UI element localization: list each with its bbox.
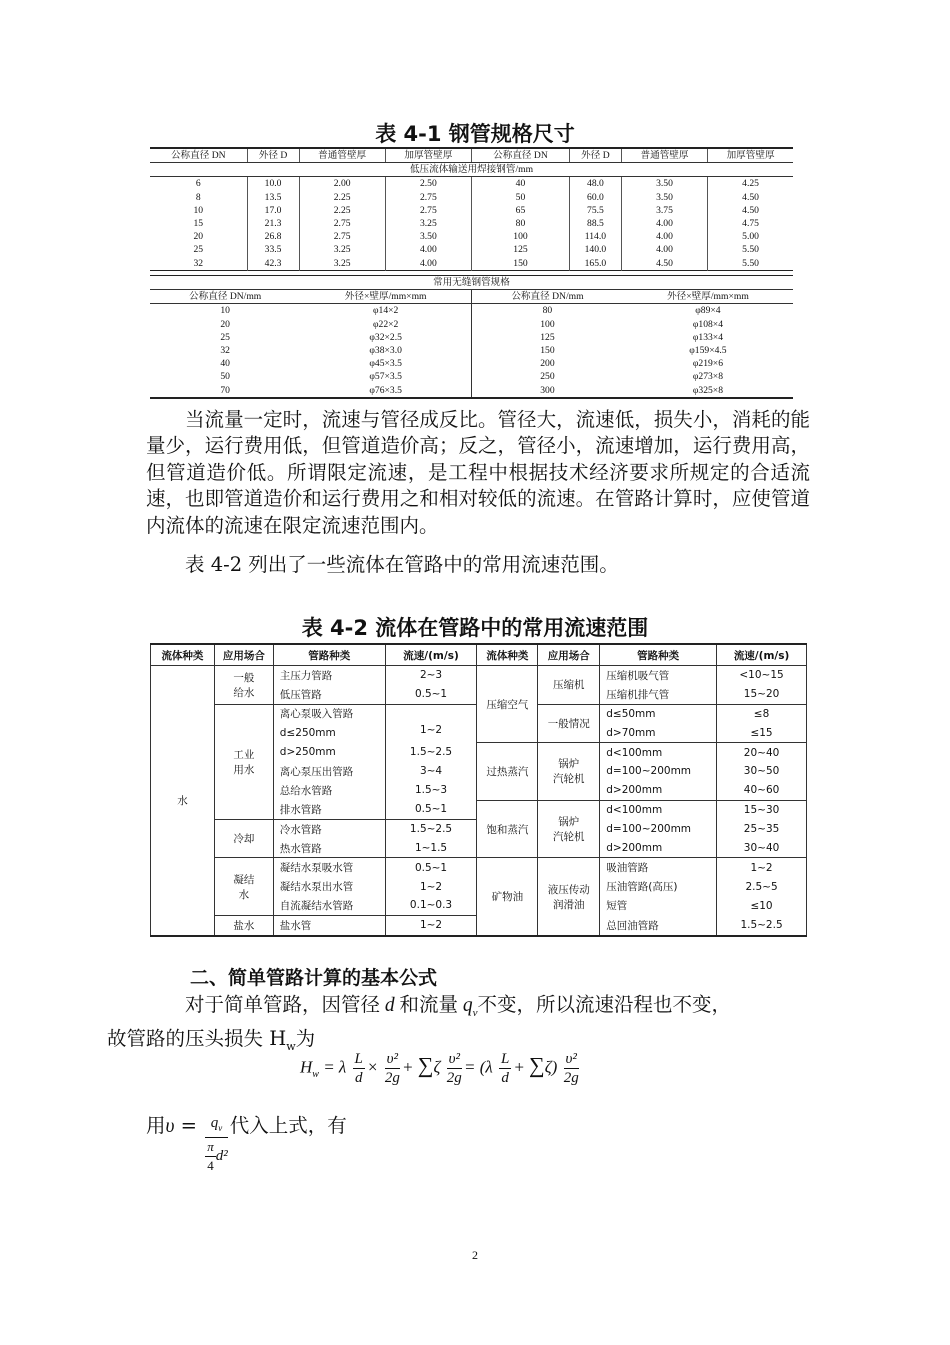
table-row <box>150 230 793 243</box>
table-cell: 4.50 <box>708 191 793 204</box>
table-cell: 40 <box>471 177 569 191</box>
welded-table-caption: 低压流体输送用焊接钢管/mm <box>150 163 793 177</box>
table-row <box>150 257 793 271</box>
pipe-type: 总回油管路 <box>600 915 717 935</box>
column-header: 外径 D <box>569 148 621 163</box>
table-cell: 50 <box>220 371 230 383</box>
table-cell: 3.50 <box>621 191 707 204</box>
table-cell: 88.5 <box>569 217 621 230</box>
flow-speed: 1~2 <box>717 858 807 877</box>
table-cell: 4.50 <box>708 204 793 217</box>
table-cell: 80 <box>471 217 569 230</box>
table-cell: 3.75 <box>621 204 707 217</box>
table-cell: 33.5 <box>247 243 299 256</box>
application-general: 一般 给水 <box>214 666 273 705</box>
column-header: 加厚管壁厚 <box>708 148 793 163</box>
column-header: 外径×壁厚/mm×mm <box>300 290 471 304</box>
table-cell: 150 <box>540 345 555 357</box>
table-cell: 2.75 <box>299 217 385 230</box>
flow-speed: ≤15 <box>717 723 807 742</box>
text-fragment: 故管路的压头损失 H <box>107 1027 287 1051</box>
flow-velocity-table <box>150 643 807 937</box>
page-number: 2 <box>472 1248 478 1262</box>
pipe-type: d>70mm <box>600 723 717 742</box>
table-row <box>151 666 807 685</box>
table-cell: 2.25 <box>299 191 385 204</box>
table-row <box>150 177 793 191</box>
table-row <box>150 304 793 318</box>
pipe-type: 凝结水泵吸水管 <box>273 858 385 877</box>
column-header: 普通管壁厚 <box>299 148 385 163</box>
column-header: 外径 D <box>247 148 299 163</box>
text-line: 故管路的压头损失 $H_w$为 <box>107 1027 316 1054</box>
table-cell: 17.0 <box>247 204 299 217</box>
table-cell: 300 <box>540 384 555 396</box>
flow-speed: ≤10 <box>717 896 807 915</box>
table-cell: φ273×8 <box>692 371 723 383</box>
pipe-type: 盐水管 <box>273 915 385 935</box>
table-cell: 125 <box>471 243 569 256</box>
column-header: 应用场合 <box>538 644 600 666</box>
table-cell: 4.50 <box>621 257 707 271</box>
flow-speed: 3~4 <box>385 762 477 781</box>
table-cell: 3.25 <box>299 257 385 271</box>
pipe-type: 低压管路 <box>273 685 385 704</box>
table-cell: 4.25 <box>708 177 793 191</box>
column-header: 公称直径 DN <box>150 148 247 163</box>
table-cell: 250 <box>540 371 555 383</box>
pipe-type: 主压力管路 <box>273 666 385 685</box>
symbol-d: d <box>380 995 400 1016</box>
application-brine: 盐水 <box>214 915 273 935</box>
application-compressor: 压缩机 <box>538 666 600 705</box>
flow-speed: ≤8 <box>717 704 807 723</box>
table-cell: 125 <box>540 331 555 343</box>
table42-title: 表 4-2 流体在管路中的常用流速范围 <box>301 616 649 640</box>
table-row <box>150 204 793 217</box>
paragraph-velocity: 当流量一定时，流速与管径成反比。管径大，流速低，损失小，消耗的能量少，运行费用低，但管道造价高；反之，管径小，流速增加，运行费用高，但管道造价低。所谓限定流速，是工程中根据技术经济要求所规定的合适流速，也即管道造价和运行费用之和相对较低的流速。在管路计算时，应使管道内流体的流速在限定流速范围内。 <box>146 408 810 537</box>
table41-title: 表 4-1 钢管规格尺寸 <box>375 122 575 146</box>
column-header: 应用场合 <box>214 644 273 666</box>
seamless-steel-pipe-table <box>150 275 793 399</box>
table-cell: 10.0 <box>247 177 299 191</box>
pipe-type: 总给水管路 <box>273 781 385 800</box>
table-cell: φ76×3.5 <box>300 384 471 398</box>
table-cell: 15 <box>193 218 204 230</box>
pipe-type: 短管 <box>600 896 717 915</box>
column-header: 公称直径 DN/mm <box>150 290 300 304</box>
table-row <box>150 331 793 344</box>
column-header: 流体种类 <box>151 644 215 666</box>
flow-speed: 2.5~5 <box>717 877 807 896</box>
pipe-type: 压缩机排气管 <box>600 685 717 704</box>
table-cell: φ45×3.5 <box>300 357 471 370</box>
table-row <box>150 243 793 256</box>
flow-speed: 40~60 <box>717 781 807 800</box>
table-cell: 2.00 <box>299 177 385 191</box>
flow-speed: 1~2 <box>385 915 477 935</box>
table-cell: 4.00 <box>385 243 471 256</box>
flow-speed: <10~15 <box>717 666 807 685</box>
column-header: 外径×壁厚/mm×mm <box>623 290 793 304</box>
table-cell: 200 <box>540 358 555 370</box>
table-cell: 42.3 <box>247 257 299 271</box>
table-cell: 114.0 <box>569 230 621 243</box>
table-row <box>150 344 793 357</box>
table-cell: φ89×4 <box>695 305 721 317</box>
text-fragment: 和流量 <box>399 993 459 1016</box>
table-cell: 3.25 <box>299 243 385 256</box>
table-cell: 3.25 <box>385 217 471 230</box>
table-cell: 165.0 <box>569 257 621 271</box>
welded-steel-pipe-table <box>150 147 793 271</box>
table-cell: 21.3 <box>247 217 299 230</box>
table-cell: φ32×2.5 <box>300 331 471 344</box>
flow-speed: 0.5~1 <box>385 685 477 704</box>
fluid-mineral-oil: 矿物油 <box>477 858 538 936</box>
table-cell: 60.0 <box>569 191 621 204</box>
table-cell: 100 <box>540 318 555 330</box>
table-cell: 20 <box>193 231 204 243</box>
flow-speed: 30~40 <box>717 839 807 858</box>
flow-speed: 0.5~1 <box>385 800 477 819</box>
pipe-type: d>250mm <box>273 743 385 762</box>
table-cell: 70 <box>220 384 230 396</box>
table-cell: 32 <box>193 257 204 269</box>
column-header: 流体种类 <box>477 644 538 666</box>
text-fragment: 为 <box>295 1027 316 1051</box>
flow-speed: 1~2 <box>385 704 477 743</box>
application-hydraulic: 液压传动 润滑油 <box>538 858 600 936</box>
table-cell: 100 <box>471 230 569 243</box>
table-cell: 2.75 <box>385 191 471 204</box>
table-cell: φ159×4.5 <box>689 345 727 357</box>
table-cell: 4.00 <box>385 257 471 271</box>
head-loss-formula: $H_w = \lambda$ $\frac{L}{d}$ × $\frac{\text{υ²}}{2g}$ + ∑ζ $\frac{\text{υ²}}{2g}$ = (λ $\frac{L}{d}$ + ∑ζ) $\frac{\text{υ²}}{2g}$ <box>300 1051 579 1086</box>
table-cell: φ22×2 <box>300 318 471 331</box>
flow-speed: 1.5~2.5 <box>717 915 807 935</box>
table-cell: 3.50 <box>621 177 707 191</box>
text-fragment: 代入上式，有 <box>229 1114 347 1137</box>
pipe-type: 离心泵压出管路 <box>273 762 385 781</box>
column-header: 流速/(m/s) <box>385 644 477 666</box>
table-cell: φ14×2 <box>300 304 471 318</box>
flow-speed: 1~1.5 <box>385 839 477 858</box>
pipe-type: 压油管路(高压) <box>600 877 717 896</box>
pipe-type: d≤50mm <box>600 704 717 723</box>
pipe-type: 冷水管路 <box>273 819 385 838</box>
pipe-type: 自流凝结水管路 <box>273 896 385 915</box>
table-cell: 48.0 <box>569 177 621 191</box>
table-row <box>150 318 793 331</box>
table-cell: 20 <box>220 318 230 330</box>
fluid-compressed-air: 压缩空气 <box>477 666 538 743</box>
flow-speed: 20~40 <box>717 743 807 762</box>
table-cell: 80 <box>542 305 553 317</box>
text-fragment: 对于简单管路，因管径 <box>185 993 381 1016</box>
pipe-type: d>200mm <box>600 781 717 800</box>
pipe-type: 离心泵吸入管路 <box>273 704 385 723</box>
column-header: 流速/(m/s) <box>717 644 807 666</box>
flow-speed: 2~3 <box>385 666 477 685</box>
table-cell: φ133×4 <box>692 331 723 343</box>
table-cell: 10 <box>193 204 204 216</box>
table-row <box>151 858 807 877</box>
table-cell: 75.5 <box>569 204 621 217</box>
table-cell: 2.75 <box>299 230 385 243</box>
fluid-superheated-steam: 过热蒸汽 <box>477 743 538 800</box>
pipe-type: 吸油管路 <box>600 858 717 877</box>
table-cell: 4.00 <box>621 243 707 256</box>
column-header: 管路种类 <box>273 644 385 666</box>
table-cell: 10 <box>220 305 230 317</box>
flow-speed: 1~2 <box>385 877 477 896</box>
flow-speed: 15~20 <box>717 685 807 704</box>
symbol-qv: $q_v$ <box>458 995 478 1019</box>
application-general-case: 一般情况 <box>538 704 600 743</box>
table-row <box>150 217 793 230</box>
pipe-type: 压缩机吸气管 <box>600 666 717 685</box>
pipe-type: d=100~200mm <box>600 762 717 781</box>
table-cell: 32 <box>220 345 230 357</box>
table-cell: 40 <box>220 358 230 370</box>
table-cell: 13.5 <box>247 191 299 204</box>
column-header: 加厚管壁厚 <box>385 148 471 163</box>
table-cell: 6 <box>195 178 201 190</box>
table-cell: φ38×3.0 <box>300 344 471 357</box>
column-header: 管路种类 <box>600 644 717 666</box>
pipe-type: d<100mm <box>600 800 717 819</box>
table-row <box>150 191 793 204</box>
column-header: 公称直径 DN/mm <box>471 290 622 304</box>
table-cell: φ57×3.5 <box>300 370 471 383</box>
table-cell: 50 <box>471 191 569 204</box>
seamless-table-caption: 常用无缝钢管规格 <box>150 276 793 290</box>
table-cell: 3.50 <box>385 230 471 243</box>
application-boiler: 锅炉 汽轮机 <box>538 800 600 858</box>
flow-speed: 1.5~3 <box>385 781 477 800</box>
table-cell: φ325×8 <box>692 384 723 396</box>
pipe-type: d>200mm <box>600 839 717 858</box>
pipe-type: d=100~200mm <box>600 819 717 838</box>
table-row <box>150 384 793 398</box>
fluid-water: 水 <box>151 666 215 936</box>
table-cell: 5.00 <box>708 230 793 243</box>
table-row <box>150 370 793 383</box>
flow-speed: 0.5~1 <box>385 858 477 877</box>
table-cell: 2.75 <box>385 204 471 217</box>
table-row <box>150 357 793 370</box>
table-cell: 4.75 <box>708 217 793 230</box>
table-cell: 5.50 <box>708 243 793 256</box>
text-fragment: 不变，所以流速沿程也不变， <box>477 993 732 1016</box>
flow-speed: 0.1~0.3 <box>385 896 477 915</box>
flow-speed: 30~50 <box>717 762 807 781</box>
application-cooling: 冷却 <box>214 819 273 858</box>
substitution-line: 用υ = $q_v$ $\frac{\pi}{4}$ d² 代入上式，有 <box>146 1114 347 1174</box>
section-heading: 二、简单管路计算的基本公式 <box>190 967 438 989</box>
fluid-saturated-steam: 饱和蒸汽 <box>477 800 538 858</box>
table-cell: 25 <box>193 244 204 256</box>
paragraph-table-reference: 表 4-2 列出了一些流体在管路中的常用流速范围。 <box>185 553 619 576</box>
pipe-type: d≤250mm <box>273 723 385 742</box>
table-cell: 25 <box>220 331 230 343</box>
table-cell: 65 <box>471 204 569 217</box>
table-cell: φ219×6 <box>692 358 723 370</box>
pipe-type: d<100mm <box>600 743 717 762</box>
pipe-type: 排水管路 <box>273 800 385 819</box>
table-cell: 140.0 <box>569 243 621 256</box>
table-cell: 5.50 <box>708 257 793 271</box>
application-condensate: 凝结 水 <box>214 858 273 915</box>
pipe-type: 凝结水泵出水管 <box>273 877 385 896</box>
column-header: 普通管壁厚 <box>621 148 707 163</box>
table-cell: φ108×4 <box>692 318 723 330</box>
table-cell: 8 <box>195 191 201 203</box>
table-cell: 150 <box>471 257 569 271</box>
table-cell: 4.00 <box>621 217 707 230</box>
pipe-type: 热水管路 <box>273 839 385 858</box>
flow-speed: 1.5~2.5 <box>385 743 477 762</box>
text-fragment: 用 <box>146 1114 166 1137</box>
table-cell: 2.25 <box>299 204 385 217</box>
table-cell: 26.8 <box>247 230 299 243</box>
table-cell: 4.00 <box>621 230 707 243</box>
flow-speed: 25~35 <box>717 819 807 838</box>
application-industrial: 工业 用水 <box>214 704 273 819</box>
flow-speed: 15~30 <box>717 800 807 819</box>
column-header: 公称直径 DN <box>471 148 569 163</box>
application-boiler: 锅炉 汽轮机 <box>538 743 600 800</box>
flow-speed: 1.5~2.5 <box>385 819 477 838</box>
table-cell: 2.50 <box>385 177 471 191</box>
